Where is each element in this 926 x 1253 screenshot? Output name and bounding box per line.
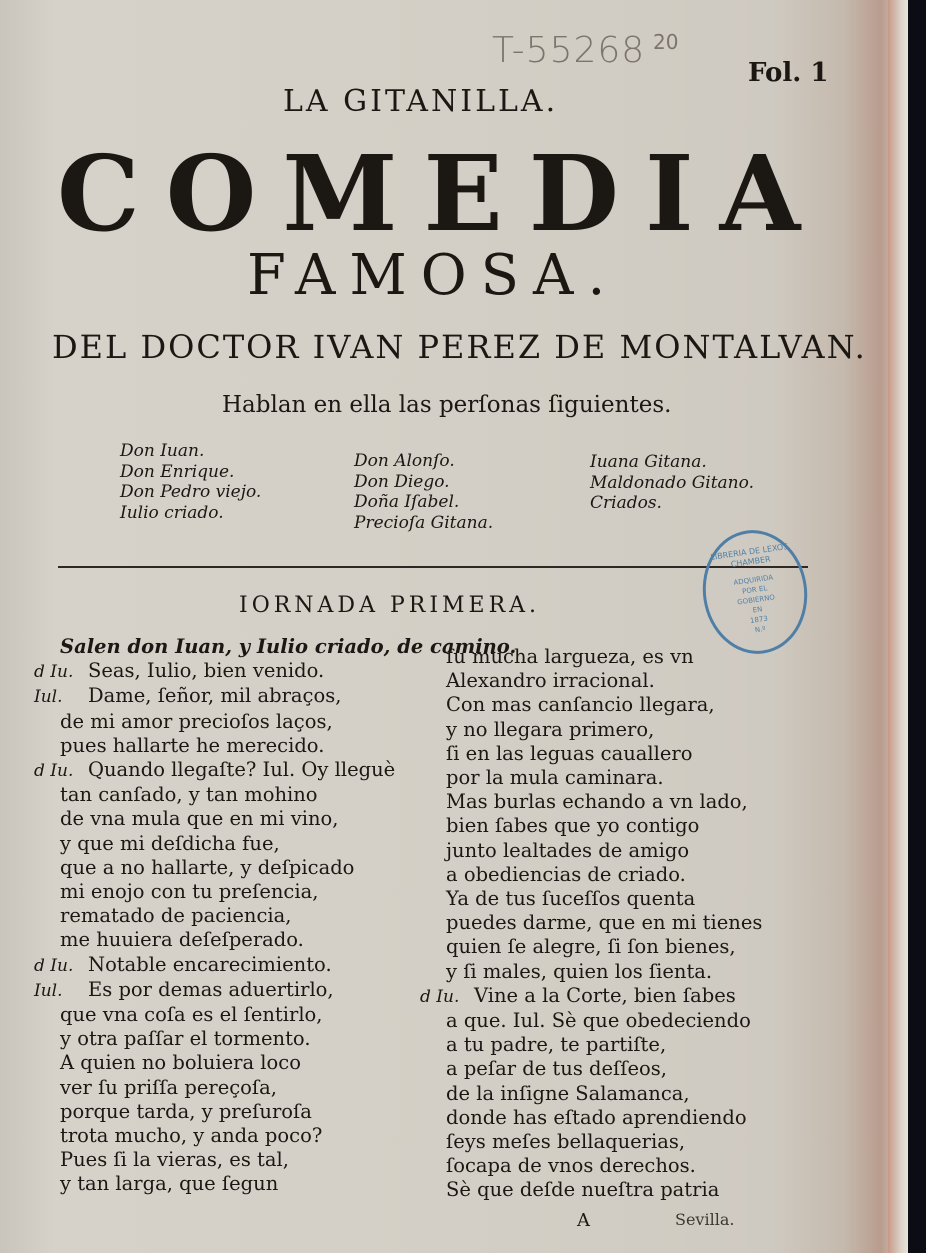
cast-column-2 <box>354 451 493 533</box>
cast-name: Precioſa Gitana. <box>354 512 494 533</box>
verse-text: puedes darme, que en mi tienes <box>446 911 763 935</box>
folio-number: Fol. 1 <box>748 58 829 88</box>
catchword: Sevilla. <box>675 1210 735 1229</box>
verse-text: ver ſu priſſa pereçoſa, <box>60 1075 277 1099</box>
verse-line <box>420 790 762 814</box>
verse-text: Con mas canſancio llegara, <box>446 693 715 717</box>
verse-text: por la mula caminara. <box>446 766 664 790</box>
act-heading: IORNADA PRIMERA. <box>239 593 541 618</box>
verse-line <box>420 766 762 790</box>
verse-text: Vine a la Corte, bien ſabes <box>474 983 736 1007</box>
verse-text: trota mucho, y anda poco? <box>60 1124 323 1148</box>
verse-text: Dame, ſeñor, mil abraços, <box>88 684 342 708</box>
verse-line <box>420 1057 762 1081</box>
speaker-label: d Iu. <box>420 986 460 1007</box>
verse-line <box>420 984 762 1009</box>
verse-text: Quando llegaſte? Iul. Oy lleguè <box>88 758 396 782</box>
verse-text: y ſi males, quien los ſienta. <box>446 959 713 983</box>
cast-name: Don Pedro viejo. <box>120 482 262 502</box>
verse-text: porque tarda, y preſuroſa <box>60 1099 312 1123</box>
verse-text: ſi en las leguas cauallero <box>446 741 693 765</box>
verse-line <box>420 1033 762 1057</box>
verse-text: Seas, Iulio, bien venido. <box>88 659 325 683</box>
heading-comedia: COMEDIA <box>57 132 827 255</box>
verse-text: Notable encarecimiento. <box>88 952 332 976</box>
cast-column-3 <box>590 452 754 514</box>
verse-text: Ya de tus ſuceſſos quenta <box>446 887 696 911</box>
cast-name: Don Iuan. <box>120 441 205 461</box>
verse-text: y no llegara primero, <box>446 717 655 741</box>
verse-text: a tu padre, te partiſte, <box>446 1033 667 1057</box>
verse-text: Es por demas aduertirlo, <box>88 977 334 1001</box>
verse-text: y otra paſſar el tormento. <box>60 1027 311 1051</box>
stamp-ring-text: LIBRERIA DE LEXOS CHAMBER <box>709 541 789 570</box>
stage-direction: Salen don Iuan, y Iulio criado, de camino. <box>60 635 517 658</box>
verse-line <box>420 669 762 693</box>
verse-text: junto lealtades de amigo <box>446 838 690 862</box>
verse-line <box>420 718 762 742</box>
verse-line <box>420 887 762 911</box>
shelfmark: T-55268 <box>492 30 646 71</box>
page-edge <box>888 0 908 1253</box>
play-title: LA GITANILLA. <box>283 84 559 119</box>
scan-border <box>908 0 926 1253</box>
verse-text: donde has eſtado aprendiendo <box>446 1105 747 1129</box>
verse-line <box>420 935 762 959</box>
verse-line <box>420 960 762 984</box>
verse-text: de vna mula que en mi vino, <box>60 807 339 831</box>
cast-name: Don Enrique. <box>120 461 235 482</box>
speaker-label: Iul. <box>34 980 63 1001</box>
verse-text: ſu mucha largueza, es vn <box>446 645 694 668</box>
verse-text: me huuiera deſeſperado. <box>60 928 304 952</box>
verse-text: rematado de paciencia, <box>60 904 292 928</box>
cast-name: Iuana Gitana. <box>590 452 707 472</box>
verse-text: que vna coſa es el ſentirlo, <box>60 1003 323 1027</box>
verse-text: quien ſe alegre, ſi ſon bienes, <box>446 935 736 959</box>
cast-column-1 <box>120 441 261 523</box>
verse-text: Sè que deſde nueſtra patria <box>446 1178 720 1202</box>
verse-line <box>420 863 762 887</box>
shelfmark-suffix: 20 <box>653 30 679 54</box>
verse-text: a obediencias de criado. <box>446 862 686 886</box>
verse-line <box>420 1178 762 1202</box>
verse-text: de mi amor precioſos laços, <box>60 709 333 733</box>
speaker-label: d Iu. <box>34 761 74 782</box>
verse-line <box>420 1082 762 1106</box>
stamp-inner-text: ADQUIRIDA POR EL GOBIERNO EN 1873 N.º <box>733 573 776 635</box>
verse-line <box>420 1154 762 1178</box>
verse-line <box>420 693 762 717</box>
verse-text: y que mi deſdicha fue, <box>60 831 280 855</box>
heading-famosa: FAMOSA. <box>247 243 620 308</box>
verse-text: pues hallarte he merecido. <box>60 733 325 757</box>
verse-text: mi enojo con tu preſencia, <box>60 880 319 904</box>
speaker-label: d Iu. <box>34 955 74 976</box>
signature-mark: A <box>577 1210 590 1231</box>
cast-name: Maldonado Gitano. <box>590 472 754 493</box>
verse-text: a peſar de tus deſſeos, <box>446 1057 667 1081</box>
verse-text: Mas burlas echando a vn lado, <box>446 790 748 814</box>
speaker-label: d Iu. <box>34 662 74 683</box>
verse-text: y tan larga, que ſegun <box>60 1172 279 1196</box>
speaker-label: Iul. <box>34 687 63 708</box>
verse-line <box>420 839 762 863</box>
verse-text: Alexandro irracional. <box>446 669 655 693</box>
cast-name: Doña Iſabel. <box>354 492 460 512</box>
verse-line <box>420 1106 762 1130</box>
cast-name: Don Alonſo. <box>354 451 455 471</box>
verse-text: tan canſado, y tan mohino <box>60 783 318 807</box>
verse-line <box>420 814 762 838</box>
verse-line <box>420 742 762 766</box>
verse-text: a que. Iul. Sè que obedeciendo <box>446 1009 751 1033</box>
cast-name: Iulio criado. <box>120 502 224 523</box>
verse-line <box>420 1130 762 1154</box>
verse-line <box>420 911 762 935</box>
verse-text: de la inſigne Salamanca, <box>446 1081 690 1105</box>
horizontal-rule <box>58 566 808 568</box>
cast-name: Criados. <box>590 493 662 513</box>
library-stamp <box>695 523 815 660</box>
verse-line <box>420 645 762 669</box>
verse-text: ſocapa de vnos derechos. <box>446 1154 696 1178</box>
verse-line <box>420 1009 762 1033</box>
verse-text: A quien no boluiera loco <box>60 1051 301 1075</box>
cast-name: Don Diego. <box>354 471 450 492</box>
verse-text: Pues ſi la vieras, es tal, <box>60 1148 289 1172</box>
author-line: DEL DOCTOR IVAN PEREZ DE MONTALVAN. <box>52 328 867 366</box>
cast-intro: Hablan en ella las perſonas ſiguientes. <box>222 392 672 418</box>
verse-text: ſeys meſes bellaquerias, <box>446 1130 686 1154</box>
verse-text: bien ſabes que yo contigo <box>446 814 700 838</box>
verse-column-right <box>420 645 762 1203</box>
verse-text: que a no hallarte, y deſpicado <box>60 855 355 879</box>
